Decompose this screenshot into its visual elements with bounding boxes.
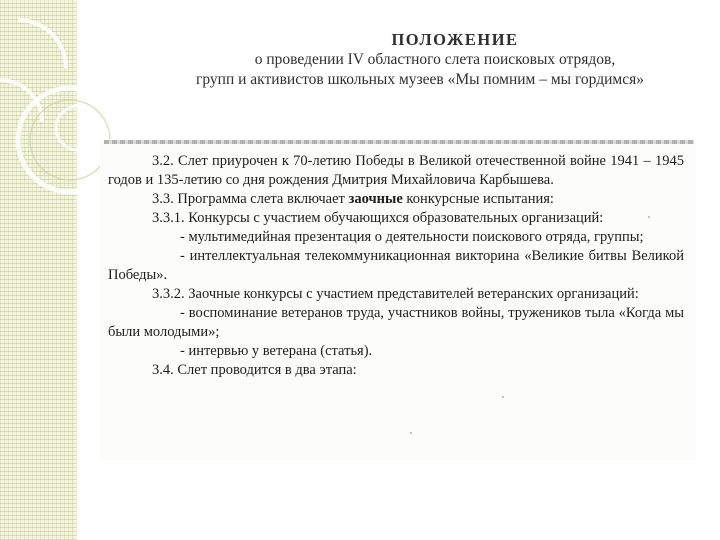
scan-speck (648, 216, 650, 218)
scanned-document (100, 140, 696, 460)
decorative-strip (0, 0, 78, 540)
clause-3-2: 3.2. Слет приурочен к 70-летию Победы в Великой отечественной войне 1941 – 1945 годов и 135-летию со дня рождения Дмитрия Михайловича Карбышева. (108, 153, 684, 188)
clause-3-3-bold-word: заочные (348, 191, 403, 207)
clause-3-3-text-end: конкурсные испытания: (402, 191, 554, 207)
scan-speck (410, 432, 412, 434)
heading-block (100, 30, 710, 90)
clause-3-3 (108, 190, 684, 209)
cropped-previous-line (104, 140, 694, 144)
list-item-presentation: - мультимедийная презентация о деятельности поискового отряда, группы; (180, 229, 644, 245)
document-subtitle-line-1: о проведении IV областного слета поисковых отрядов, (254, 51, 616, 68)
list-item-quiz: - интеллектуальная телекоммуникационная викторина «Великие битвы Великой Победы». (108, 248, 684, 283)
clause-3-3-1: 3.3.1. Конкурсы с участием обучающихся образовательных организаций: (152, 210, 604, 226)
document-body (108, 152, 684, 380)
list-item-memoirs: - воспоминание ветеранов труда, участников войны, тружеников тыла «Когда мы были молодыми»; (108, 305, 684, 340)
list-item-interview: - интервью у ветерана (статья). (180, 343, 373, 359)
scan-speck (502, 396, 504, 398)
clause-3-3-text-start: 3.3. Программа слета включает (152, 191, 349, 207)
clause-3-3-2: 3.3.2. Заочные конкурсы с участием представителей ветеранских организаций: (152, 286, 639, 302)
clause-3-4: 3.4. Слет проводится в два этапа: (152, 362, 357, 378)
document-title: ПОЛОЖЕНИЕ (391, 30, 519, 49)
document-subtitle-line-2: групп и активистов школьных музеев «Мы помним – мы гордимся» (196, 71, 644, 88)
